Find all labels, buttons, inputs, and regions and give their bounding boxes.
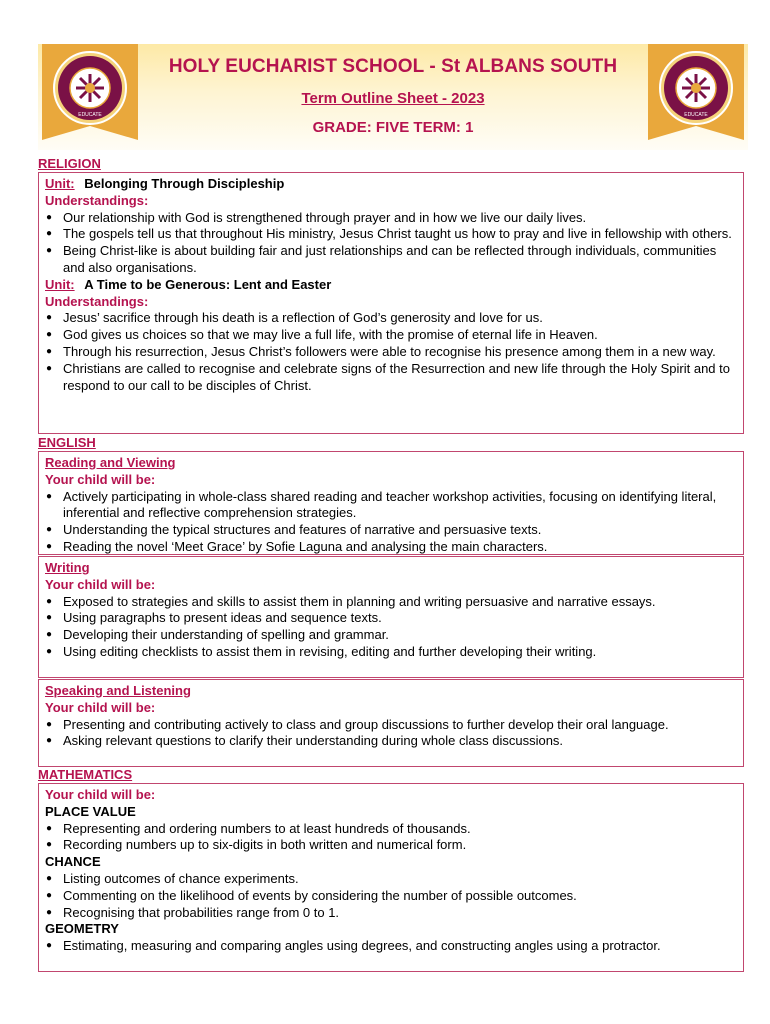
bullet-list	[45, 594, 735, 661]
topic-heading: CHANCE	[45, 854, 101, 870]
bullet-list	[45, 938, 735, 955]
list-item: ● Recording numbers up to six-digits in both written and numerical form.	[45, 837, 735, 854]
topic-heading: GEOMETRY	[45, 921, 119, 937]
svg-text:EDUCATE: EDUCATE	[684, 112, 708, 118]
bullet-list	[45, 871, 735, 921]
header-banner	[38, 44, 748, 150]
list-item: ● Using paragraphs to present ideas and sequence texts.	[45, 610, 735, 627]
subsection-heading: Writing	[45, 560, 90, 575]
subsection-heading: Reading and Viewing	[45, 455, 176, 470]
list-item: ● Christians are called to recognise and celebrate signs of the Resurrection and new life through the Holy Spirit and to respond to our call to be disciples of Christ.	[45, 361, 735, 395]
section-label-mathematics: MATHEMATICS	[38, 767, 133, 782]
unit-line	[45, 277, 735, 294]
bullet-list	[45, 210, 735, 277]
list-item: ● Reading the novel ‘Meet Grace’ by Sofie Laguna and analysing the main characters.	[45, 539, 735, 556]
list-item: ● Actively participating in whole-class shared reading and teacher workshop activities, focusing on identifying literal, inferential and reflective comprehension strategies.	[45, 489, 735, 523]
list-item: ● Recognising that probabilities range from 0 to 1.	[45, 905, 735, 922]
section-label-english: ENGLISH	[38, 435, 96, 450]
list-item: ● Listing outcomes of chance experiments.	[45, 871, 735, 888]
list-item: ● Using editing checklists to assist them in revising, editing and further developing their writing.	[45, 644, 735, 661]
subsection-heading: Speaking and Listening	[45, 683, 191, 698]
list-item: ● Exposed to strategies and skills to assist them in planning and writing persuasive and narrative essays.	[45, 594, 735, 611]
list-item: ● Our relationship with God is strengthened through prayer and in how we live our daily lives.	[45, 210, 735, 227]
svg-text:EDUCATE: EDUCATE	[78, 112, 102, 118]
understandings-label: Understandings:	[45, 192, 149, 208]
list-item: ● Through his resurrection, Jesus Christ’s followers were able to recognise his presence among them in a new way.	[45, 344, 735, 361]
grade-term: GRADE: FIVE TERM: 1	[312, 119, 474, 136]
unit-title: Belonging Through Discipleship	[84, 176, 285, 191]
list-item: ● Commenting on the likelihood of events by considering the number of possible outcomes.	[45, 888, 735, 905]
reading-viewing-box	[38, 451, 744, 555]
list-item: ● Being Christ-like is about building fair and just relationships and can be reflected through individuals, communities and also organisations.	[45, 243, 735, 277]
writing-box	[38, 556, 744, 678]
understandings-label: Understandings:	[45, 293, 149, 309]
section-label-religion: RELIGION	[38, 156, 101, 171]
intro-label: Your child will be:	[45, 787, 156, 802]
list-item: ● The gospels tell us that throughout His ministry, Jesus Christ taught us how to pray and live in fellowship with others.	[45, 226, 735, 243]
list-item: ● God gives us choices so that we may live a full life, with the promise of eternal life in Heaven.	[45, 327, 735, 344]
school-title: HOLY EUCHARIST SCHOOL - St ALBANS SOUTH	[168, 56, 618, 77]
intro-label: Your child will be:	[45, 471, 156, 487]
bullet-list	[45, 821, 735, 855]
list-item: ● Understanding the typical structures and features of narrative and persuasive texts.	[45, 522, 735, 539]
list-item: ● Jesus’ sacrifice through his death is a reflection of God’s generosity and love for us.	[45, 310, 735, 327]
unit-title: A Time to be Generous: Lent and Easter	[84, 276, 332, 292]
mathematics-box	[38, 783, 744, 972]
bullet-list	[45, 489, 735, 556]
speaking-listening-box	[38, 679, 744, 767]
list-item: ● Representing and ordering numbers to at least hundreds of thousands.	[45, 821, 735, 838]
unit-label: Unit:	[45, 276, 75, 292]
intro-label: Your child will be:	[45, 576, 156, 592]
religion-box	[38, 172, 744, 434]
list-item: ● Developing their understanding of spelling and grammar.	[45, 627, 735, 644]
list-item: ● Asking relevant questions to clarify their understanding during whole class discussions.	[45, 733, 735, 750]
list-item: ● Estimating, measuring and comparing angles using degrees, and constructing angles using a protractor.	[45, 938, 735, 955]
list-item: ● Presenting and contributing actively to class and group discussions to further develop their oral language.	[45, 717, 735, 734]
topic-heading: PLACE VALUE	[45, 803, 136, 819]
unit-line	[45, 176, 735, 193]
unit-label: Unit:	[45, 176, 75, 191]
bullet-list	[45, 310, 735, 394]
sheet-subtitle: Term Outline Sheet - 2023	[301, 90, 485, 107]
intro-label: Your child will be:	[45, 699, 156, 715]
bullet-list	[45, 717, 735, 751]
